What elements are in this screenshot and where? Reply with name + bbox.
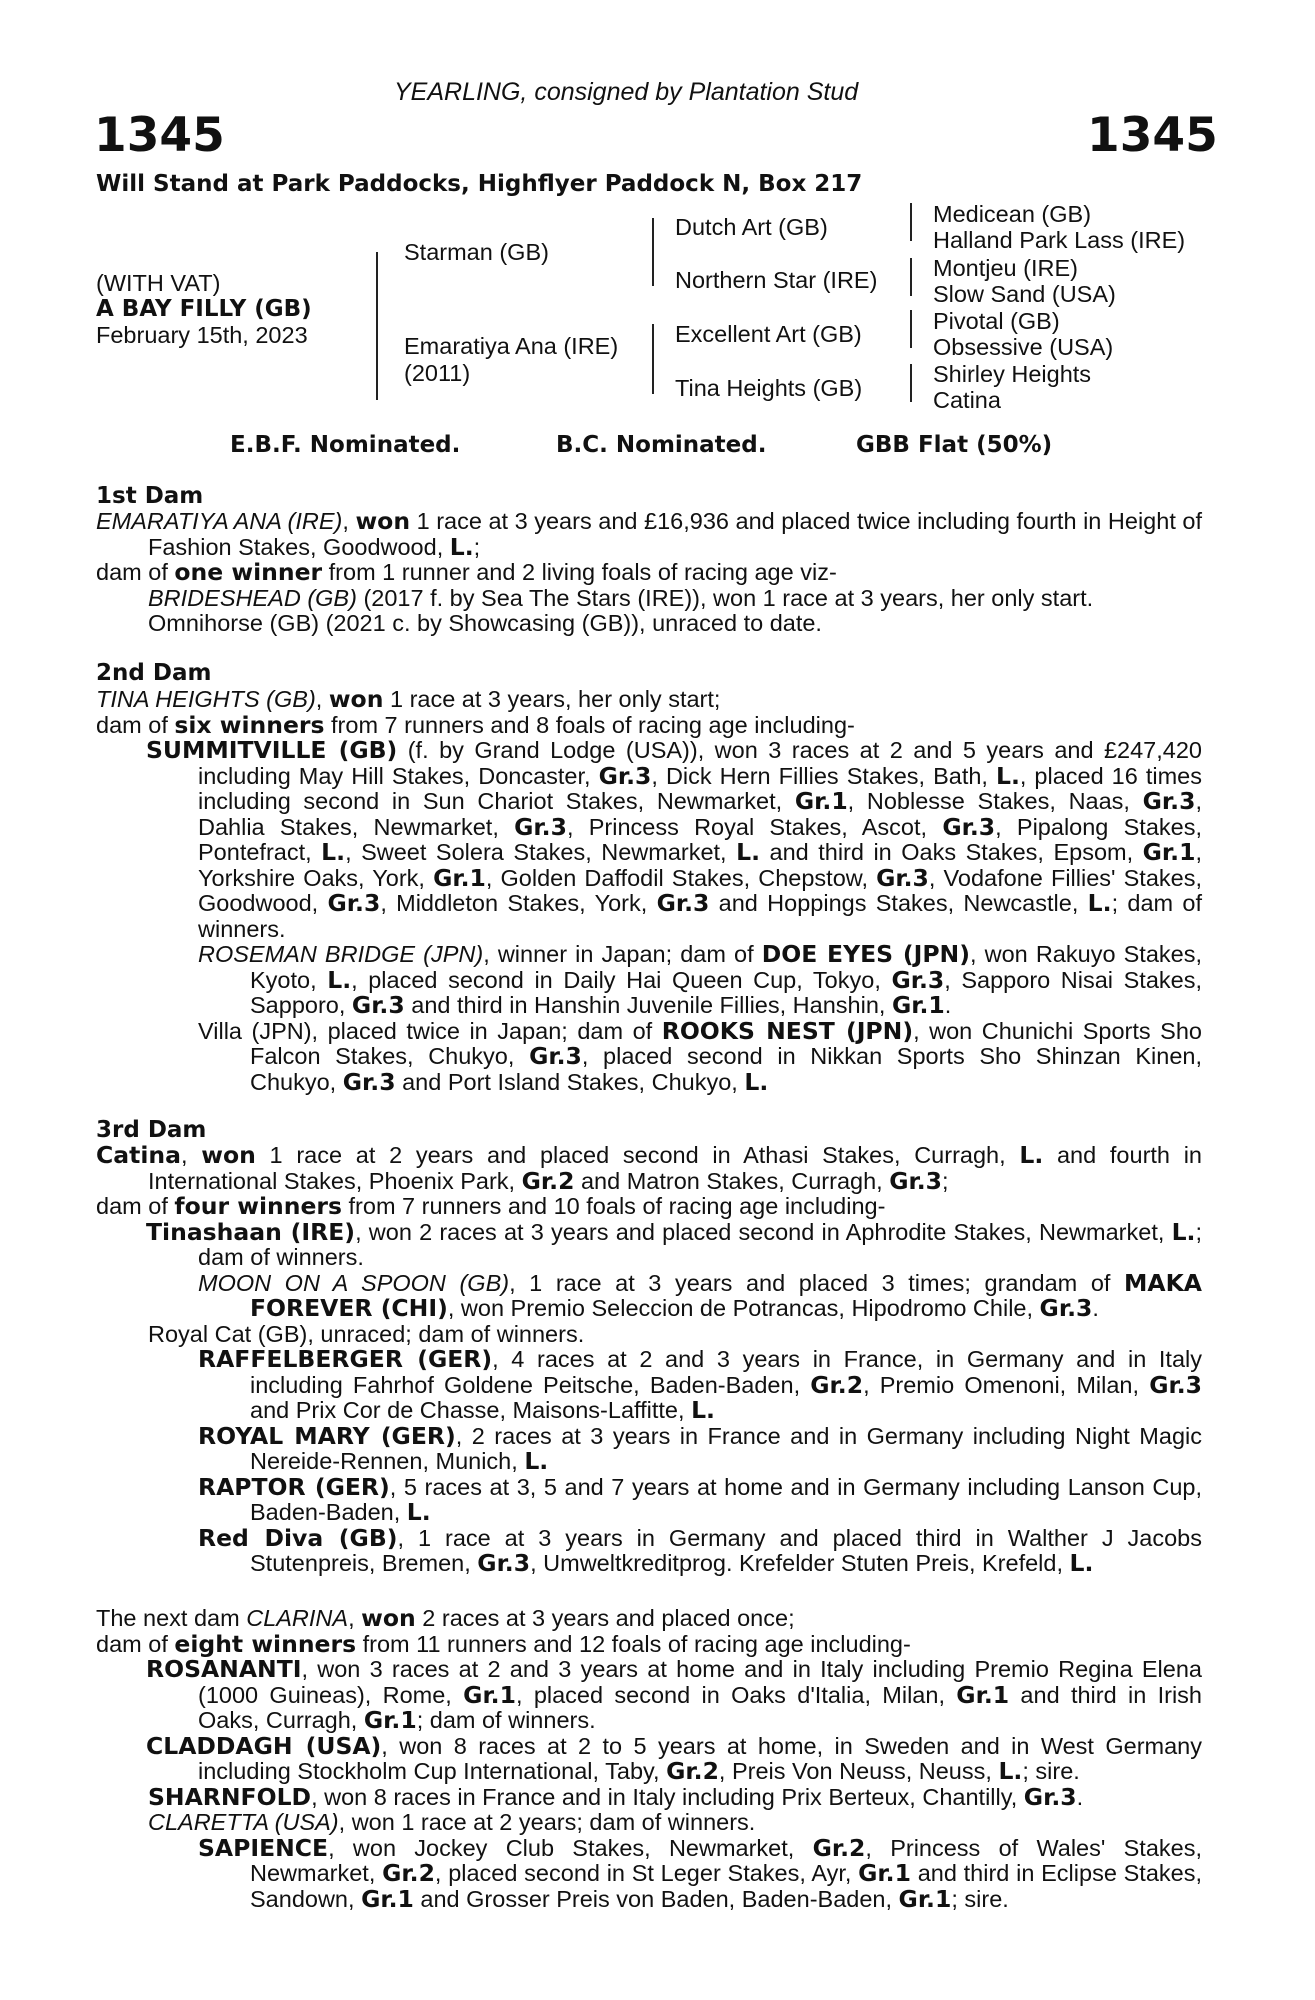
- foaling-date: February 15th, 2023: [96, 322, 308, 348]
- produce-tinashaan: Tinashaan (IRE), won 2 races at 3 years and placed second in Aphrodite Stakes, Newmarket, L.; dam of winners.: [146, 1217, 1203, 1270]
- produce-moon-on-a-spoon: MOON ON A SPOON (GB), 1 race at 3 years and placed 3 times; grandam of MAKA FOREVER (CHI), won Premio Seleccion de Potrancas, Hipodromo Chile, Gr.3.: [198, 1268, 1202, 1322]
- brace-dam: [652, 324, 654, 394]
- brace-ds: [910, 310, 912, 348]
- pedigree-ssd: Halland Park Lass (IRE): [933, 227, 1186, 253]
- ebf-nomination: E.B.F. Nominated.: [230, 432, 461, 458]
- produce-raptor: RAPTOR (GER), 5 races at 3, 5 and 7 years at home and in Germany including Lanson Cup, Baden-Baden, L.: [198, 1472, 1202, 1526]
- produce-red-diva: Red Diva (GB), 1 race at 3 years in Germany and placed third in Walther J Jacobs Stutenpreis, Bremen, Gr.3, Umweltkreditprog. Krefelder Stuten Preis, Krefeld, L.: [198, 1523, 1202, 1577]
- produce-raffelberger: RAFFELBERGER (GER), 4 races at 2 and 3 years in France, in Germany and in Italy including Fahrhof Goldene Peitsche, Baden-Baden, Gr.2, Premio Omenoni, Milan, Gr.3 and Prix Cor de Chasse, Maisons-Laffitte, L.: [198, 1345, 1202, 1424]
- first-dam-text: [96, 509, 1202, 637]
- brace-sire: [652, 218, 654, 286]
- next-dam-produce-summary: dam of eight winners from 11 runners and 12 foals of racing age including-: [96, 1629, 911, 1658]
- pedigree-sire: Starman (GB): [404, 239, 549, 265]
- pedigree-dsd: Obsessive (USA): [933, 334, 1114, 360]
- produce-sharnfold: SHARNFOLD, won 8 races in France and in Italy including Prix Berteux, Chantilly, Gr.3.: [148, 1782, 1084, 1811]
- second-dam-record: TINA HEIGHTS (GB), won 1 race at 3 years, her only start;: [96, 685, 721, 713]
- first-dam-produce-summary: dam of one winner from 1 runner and 2 living foals of racing age viz-: [96, 558, 837, 586]
- pedigree-dam-sire: Excellent Art (GB): [675, 321, 862, 347]
- lot-number-left: 1345: [94, 108, 225, 163]
- produce-claretta: CLARETTA (USA), won 1 race at 2 years; dam of winners.: [148, 1809, 756, 1835]
- first-dam-heading: 1st Dam: [96, 483, 204, 509]
- second-dam-text: [96, 687, 1202, 1095]
- pedigree-sire-dam: Northern Star (IRE): [675, 267, 878, 293]
- pedigree-sds: Montjeu (IRE): [933, 255, 1078, 281]
- brace-ss: [910, 203, 912, 241]
- pedigree-sdd: Slow Sand (USA): [933, 281, 1116, 307]
- vat-label: (WITH VAT): [96, 270, 221, 296]
- horse-name: A BAY FILLY (GB): [96, 296, 312, 322]
- produce-brideshead: BRIDESHEAD (GB) (2017 f. by Sea The Stars (IRE)), won 1 race at 3 years, her only start.: [148, 584, 1094, 611]
- next-dam-text: [96, 1606, 1202, 1912]
- second-dam-produce-summary: dam of six winners from 7 runners and 8 foals of racing age including-: [96, 710, 855, 739]
- lot-number-right: 1345: [1087, 108, 1218, 163]
- produce-royal-cat: Royal Cat (GB), unraced; dam of winners.: [148, 1320, 585, 1347]
- third-dam-text: [96, 1143, 1202, 1577]
- produce-summitville: SUMMITVILLE (GB) (f. by Grand Lodge (USA)), won 3 races at 2 and 5 years and £247,420 including May Hill Stakes, Doncaster, Gr.3, Dick Hern Fillies Stakes, Bath, L., placed 16 times including second in Sun Chariot Stakes, Newmarket, Gr.1, Noblesse Stakes, Naas, Gr.3, Dahlia Stakes, Newmarket, Gr.3, Princess Royal Stakes, Ascot, Gr.3, Pipalong Stakes, Pontefract, L., Sweet Solera Stakes, Newmarket, L. and third in Oaks Stakes, Epsom, Gr.1, Yorkshire Oaks, York, Gr.1, Golden Daffodil Stakes, Chepstow, Gr.3, Vodafone Fillies' Stakes, Goodwood, Gr.3, Middleton Stakes, York, Gr.3 and Hoppings Stakes, Newcastle, L.; dam of winners.: [146, 736, 1202, 942]
- pedigree-ddd: Catina: [933, 387, 1001, 413]
- consignment-line: YEARLING, consigned by Plantation Stud: [394, 78, 859, 106]
- produce-rosananti: ROSANANTI, won 3 races at 2 and 3 years at home and in Italy including Premio Regina Elena (1000 Guineas), Rome, Gr.1, placed second in Oaks d'Italia, Milan, Gr.1 and third in Irish Oaks, Curragh, Gr.1; dam of winners.: [146, 1655, 1202, 1734]
- produce-villa: Villa (JPN), placed twice in Japan; dam of ROOKS NEST (JPN), won Chunichi Sports Sho Falcon Stakes, Chukyo, Gr.3, placed second in Nikkan Sports Sho Shinzan Kinen, Chukyo, Gr.3 and Port Island Stakes, Chukyo, L.: [198, 1016, 1203, 1096]
- third-dam-record: Catina, won 1 race at 2 years and placed second in Athasi Stakes, Curragh, L. and fourth in International Stakes, Phoenix Park, Gr.2 and Matron Stakes, Curragh, Gr.3;: [96, 1141, 1202, 1195]
- brace-dd: [910, 364, 912, 402]
- produce-sapience: SAPIENCE, won Jockey Club Stakes, Newmarket, Gr.2, Princess of Wales' Stakes, Newmarket, Gr.2, placed second in St Leger Stakes, Ayr, Gr.1 and third in Eclipse Stakes, Sandown, Gr.1 and Grosser Preis von Baden, Baden-Baden, Gr.1; sire.: [198, 1833, 1202, 1913]
- third-dam-produce-summary: dam of four winners from 7 runners and 10 foals of racing age including-: [96, 1192, 886, 1220]
- next-dam-record: The next dam CLARINA, won 2 races at 3 years and placed once;: [96, 1604, 795, 1632]
- brace-sd: [910, 258, 912, 296]
- pedigree-sss: Medicean (GB): [933, 201, 1092, 227]
- pedigree-sire-sire: Dutch Art (GB): [675, 214, 828, 240]
- gbb-nomination: GBB Flat (50%): [856, 432, 1053, 458]
- bc-nomination: B.C. Nominated.: [556, 432, 767, 458]
- pedigree-dds: Shirley Heights: [933, 361, 1092, 387]
- stabling-location: Will Stand at Park Paddocks, Highflyer Paddock N, Box 217: [96, 171, 863, 197]
- pedigree-dam-year: (2011): [404, 360, 471, 386]
- pedigree-dam-dam: Tina Heights (GB): [675, 375, 863, 401]
- produce-roseman-bridge: ROSEMAN BRIDGE (JPN), winner in Japan; dam of DOE EYES (JPN), won Rakuyo Stakes, Kyoto, L., placed second in Daily Hai Queen Cup, Tokyo, Gr.3, Sapporo Nisai Stakes, Sapporo, Gr.3 and third in Hanshin Juvenile Fillies, Hanshin, Gr.1.: [198, 940, 1202, 1019]
- brace-main: [376, 252, 378, 400]
- first-dam-record: EMARATIYA ANA (IRE), won 1 race at 3 years and £16,936 and placed twice including fourth in Height of Fashion Stakes, Goodwood, L.;: [96, 507, 1202, 561]
- produce-royal-mary: ROYAL MARY (GER), 2 races at 3 years in France and in Germany including Night Magic Nereide-Rennen, Munich, L.: [198, 1421, 1202, 1475]
- pedigree-dss: Pivotal (GB): [933, 308, 1060, 334]
- third-dam-heading: 3rd Dam: [96, 1117, 207, 1143]
- produce-claddagh: CLADDAGH (USA), won 8 races at 2 to 5 years at home, in Sweden and in West Germany including Stockholm Cup International, Taby, Gr.2, Preis Von Neuss, Neuss, L.; sire.: [146, 1731, 1203, 1785]
- pedigree-dam: Emaratiya Ana (IRE): [404, 333, 619, 359]
- produce-omnihorse: Omnihorse (GB) (2021 c. by Showcasing (GB)), unraced to date.: [148, 610, 822, 636]
- second-dam-heading: 2nd Dam: [96, 660, 212, 686]
